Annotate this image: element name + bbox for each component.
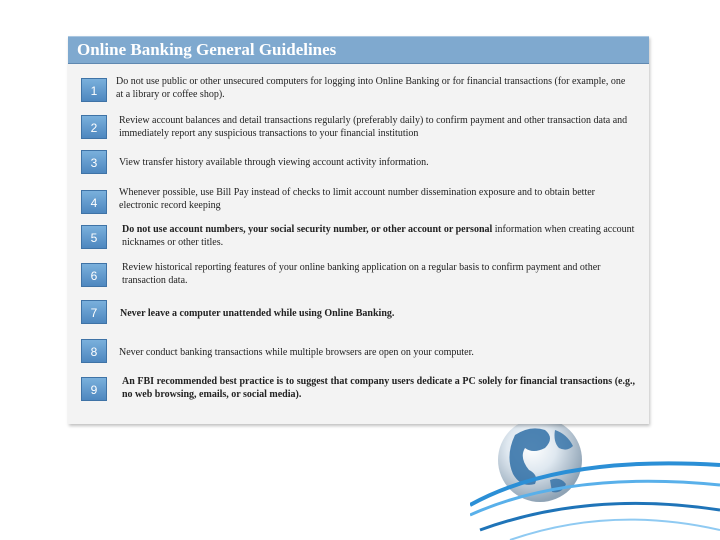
guideline-text-3: View transfer history available through viewing account activity information.: [119, 157, 429, 168]
guideline-row-2: [78, 113, 635, 141]
guideline-text-2: Review account balances and detail transactions regularly (preferably daily) to confirm payment and other transaction data and immediately report any suspicious transactions to your financial institution: [119, 115, 628, 139]
guideline-row-1: [78, 74, 635, 102]
guideline-number-6: 6: [81, 263, 107, 287]
guideline-number-3: 3: [81, 150, 107, 174]
guideline-number-4: 4: [81, 190, 107, 214]
panel-title: Online Banking General Guidelines: [68, 36, 649, 64]
guideline-text-7: Never leave a computer unattended while using Online Banking.: [120, 308, 395, 319]
guideline-row-7: [78, 298, 635, 326]
guideline-row-9: [78, 374, 635, 404]
guideline-row-4: [78, 185, 635, 213]
guideline-text-9: An FBI recommended best practice is to suggest that company users dedicate a PC solely for financial transactions (e.g., no web browsing, emails, or social media).: [122, 376, 635, 400]
guidelines-list: [68, 64, 649, 424]
guideline-number-9: 9: [81, 377, 107, 401]
guideline-number-8: 8: [81, 339, 107, 363]
guideline-row-8: [78, 337, 635, 365]
guideline-text-4: Whenever possible, use Bill Pay instead of checks to limit account number dissemination exposure and to obtain better electronic record keeping: [119, 187, 595, 211]
guideline-number-5: 5: [81, 225, 107, 249]
guideline-number-7: 7: [81, 300, 107, 324]
guideline-text-1: Do not use public or other unsecured computers for logging into Online Banking or for financial transactions (for example, one at a library or coffee shop).: [116, 76, 626, 100]
guideline-text-5-bold: Do not use account numbers, your social security number, or other account or personal: [122, 224, 493, 235]
guideline-row-3: [78, 150, 635, 176]
guideline-row-6: [78, 260, 635, 288]
guideline-text-5-rest: information when creating account nicknames or other titles.: [122, 224, 635, 248]
guideline-number-2: 2: [81, 115, 107, 139]
guidelines-panel: [68, 36, 649, 424]
guideline-text-8: Never conduct banking transactions while multiple browsers are open on your computer.: [119, 347, 474, 358]
guideline-row-5: [78, 222, 635, 250]
guideline-text-6: Review historical reporting features of your online banking application on a regular basis to confirm payment and other transaction data.: [122, 262, 601, 286]
guideline-number-1: 1: [81, 78, 107, 102]
guideline-text-5: [122, 223, 635, 249]
